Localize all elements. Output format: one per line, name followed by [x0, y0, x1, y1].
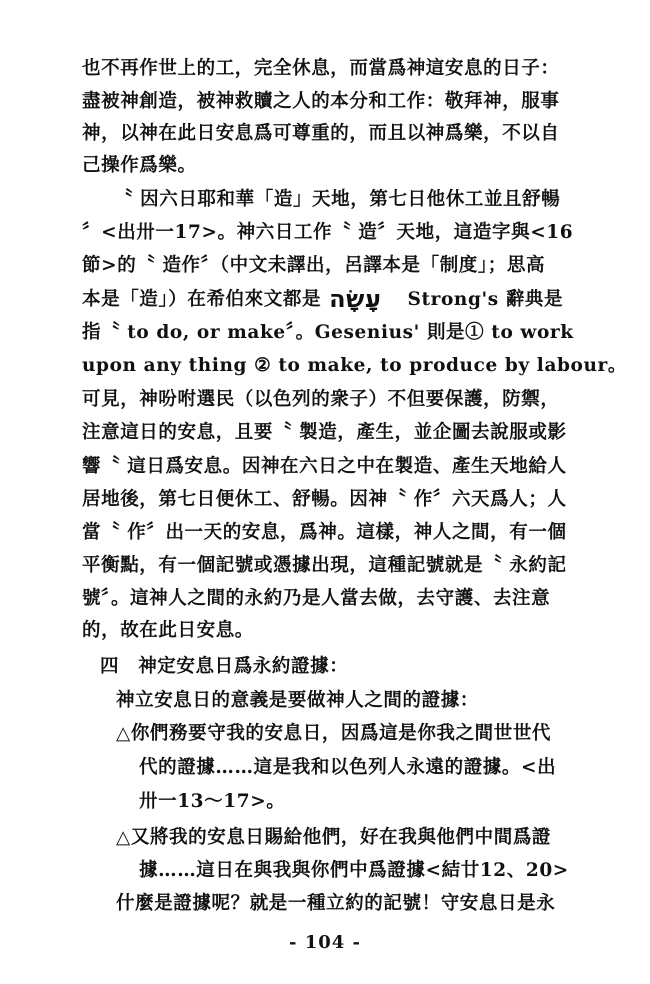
- text-line-13: 響〝 這日爲安息。因神在六日之中在製造、產生天地給人: [82, 456, 567, 477]
- text-line-8-start: 本是「造」）在希伯來文都是: [82, 289, 322, 310]
- text-line-11: 可見，神吩咐選民（以色列的衆子）不但要保護，防禦，: [82, 389, 560, 410]
- text-line-18: 的，故在此日安息。: [82, 620, 254, 641]
- text-line-8: [82, 287, 563, 312]
- text-line-14: 居地後，第七日便休工、舒暢。因神〝 作〞六天爲人；人: [82, 489, 567, 510]
- quote-line-1: △你們務要守我的安息日，因爲這是你我之間世世代: [116, 723, 552, 744]
- page-number: - 104 -: [288, 932, 362, 953]
- text-line-6: 〞<出卅一17>。神六日工作〝 造〞天地，這造字與<16: [82, 222, 574, 243]
- text-line-4: 己操作爲樂。: [82, 155, 197, 176]
- text-line-20: 神立安息日的意義是要做神人之間的證據：: [116, 690, 479, 711]
- text-line-15: 當〝 作〞出一天的安息，爲神。這樣，神人之間，有一個: [82, 522, 567, 543]
- text-line-7: 節>的〝 造作〞（中文未譯出，呂譯本是「制度」；思高: [82, 255, 546, 276]
- quote-line-4: △又將我的安息日賜給他們，好在我與他們中間爲證: [116, 827, 552, 848]
- text-line-9: 指〝 to do, or make〞。Gesenius' 則是① to work: [82, 322, 574, 343]
- quote-line-5: 據……這日在與我與你們中爲證據<結廿12、20>: [139, 860, 569, 881]
- section-heading: 四 神定安息日爲永約證據：: [100, 656, 349, 677]
- text-line-2: 盡被神創造，被神救贖之人的本分和工作：敬拜神，服事: [82, 91, 560, 112]
- text-line-12: 注意這日的安息，且要〝 製造，產生，並企圖去說服或影: [82, 422, 567, 443]
- text-line-8-end: Strong's 辭典是: [407, 289, 564, 310]
- text-line-17: 號〞。這神人之間的永約乃是人當去做，去守護、去注意: [82, 588, 551, 609]
- text-line-5: 〝 因六日耶和華「造」天地，第七日他休工並且舒暢: [114, 189, 561, 210]
- text-line-3: 神，以神在此日安息爲可尊重的，而且以神爲樂，不以自: [82, 123, 560, 144]
- text-line-16: 平衡點，有一個記號或憑據出現，這種記號就是〝 永約記: [82, 555, 567, 576]
- quote-line-3: 卅一13～17>。: [139, 791, 286, 812]
- hebrew-word: עָשָׂה: [329, 285, 382, 313]
- quote-line-2: 代的證據……這是我和以色列人永遠的證據。<出: [139, 757, 557, 778]
- text-line-last: 什麼是證據呢？就是一種立約的記號！守安息日是永: [116, 893, 556, 914]
- text-line-1: 也不再作世上的工，完全休息，而當爲神這安息的日子：: [82, 58, 560, 79]
- text-line-10: upon any thing ② to make, to produce by labour。: [82, 355, 627, 376]
